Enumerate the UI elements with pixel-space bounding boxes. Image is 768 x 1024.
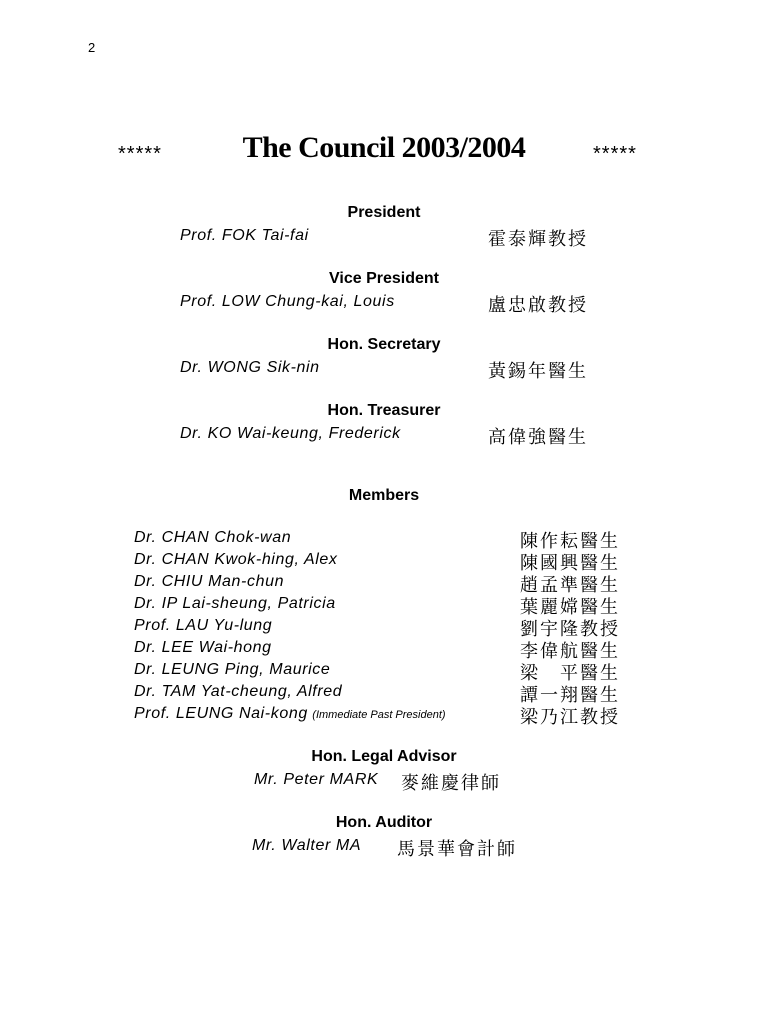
page-title: The Council 2003/2004 (242, 131, 526, 164)
member-chinese-name: 劉宇隆教授 (520, 619, 620, 640)
stars-right: ***** (593, 143, 637, 165)
member-name: Dr. TAM Yat-cheung, Alfred (134, 683, 343, 700)
list-item (134, 617, 634, 639)
legal-advisor-name: Mr. Peter MARK (254, 771, 379, 788)
treasurer-heading: Hon. Treasurer (327, 402, 441, 419)
treasurer-chinese-name: 高偉強醫生 (488, 427, 588, 448)
president-name: Prof. FOK Tai-fai (180, 227, 309, 244)
secretary-chinese-name: 黃錫年醫生 (488, 361, 588, 382)
president-heading: President (347, 204, 421, 221)
member-chinese-name: 陳國興醫生 (520, 553, 620, 574)
vice-president-chinese-name: 盧忠啟教授 (488, 295, 588, 316)
member-chinese-name: 陳作耘醫生 (520, 531, 620, 552)
member-name: Dr. CHAN Kwok-hing, Alex (134, 551, 338, 568)
member-name: Dr. CHAN Chok-wan (134, 529, 292, 546)
members-list (134, 529, 634, 727)
secretary-heading: Hon. Secretary (327, 336, 441, 353)
member-chinese-name: 葉麗嫦醫生 (520, 597, 620, 618)
legal-advisor-chinese-name: 麥維慶律師 (401, 773, 501, 794)
list-item (134, 683, 634, 705)
member-chinese-name: 趙孟準醫生 (520, 575, 620, 596)
members-heading: Members (348, 487, 420, 504)
vice-president-name: Prof. LOW Chung-kai, Louis (180, 293, 395, 310)
secretary-name: Dr. WONG Sik-nin (180, 359, 320, 376)
member-name: Prof. LEUNG Nai-kong (134, 705, 308, 722)
legal-advisor-heading: Hon. Legal Advisor (311, 748, 457, 765)
member-name: Prof. LAU Yu-lung (134, 617, 273, 634)
list-item (134, 573, 634, 595)
auditor-chinese-name: 馬景華會計師 (397, 839, 517, 860)
member-name: Dr. IP Lai-sheung, Patricia (134, 595, 336, 612)
member-name: Dr. CHIU Man-chun (134, 573, 285, 590)
president-chinese-name: 霍泰輝教授 (488, 229, 588, 250)
vice-president-heading: Vice President (329, 270, 439, 287)
list-item (134, 661, 634, 683)
member-name: Dr. LEE Wai-hong (134, 639, 272, 656)
member-chinese-name: 譚一翔醫生 (520, 685, 620, 706)
treasurer-name: Dr. KO Wai-keung, Frederick (180, 425, 401, 442)
auditor-name: Mr. Walter MA (252, 837, 362, 854)
member-chinese-name: 李偉航醫生 (520, 641, 620, 662)
list-item (134, 639, 634, 661)
member-chinese-name: 梁 平醫生 (520, 663, 620, 684)
list-item (134, 595, 634, 617)
list-item (134, 705, 634, 727)
member-note: (Immediate Past President) (312, 709, 446, 721)
page-number: 2 (88, 40, 96, 55)
stars-left: ***** (118, 143, 162, 165)
auditor-heading: Hon. Auditor (335, 814, 433, 831)
list-item (134, 529, 634, 551)
list-item (134, 551, 634, 573)
member-chinese-name: 梁乃江教授 (520, 707, 620, 728)
member-name: Dr. LEUNG Ping, Maurice (134, 661, 331, 678)
